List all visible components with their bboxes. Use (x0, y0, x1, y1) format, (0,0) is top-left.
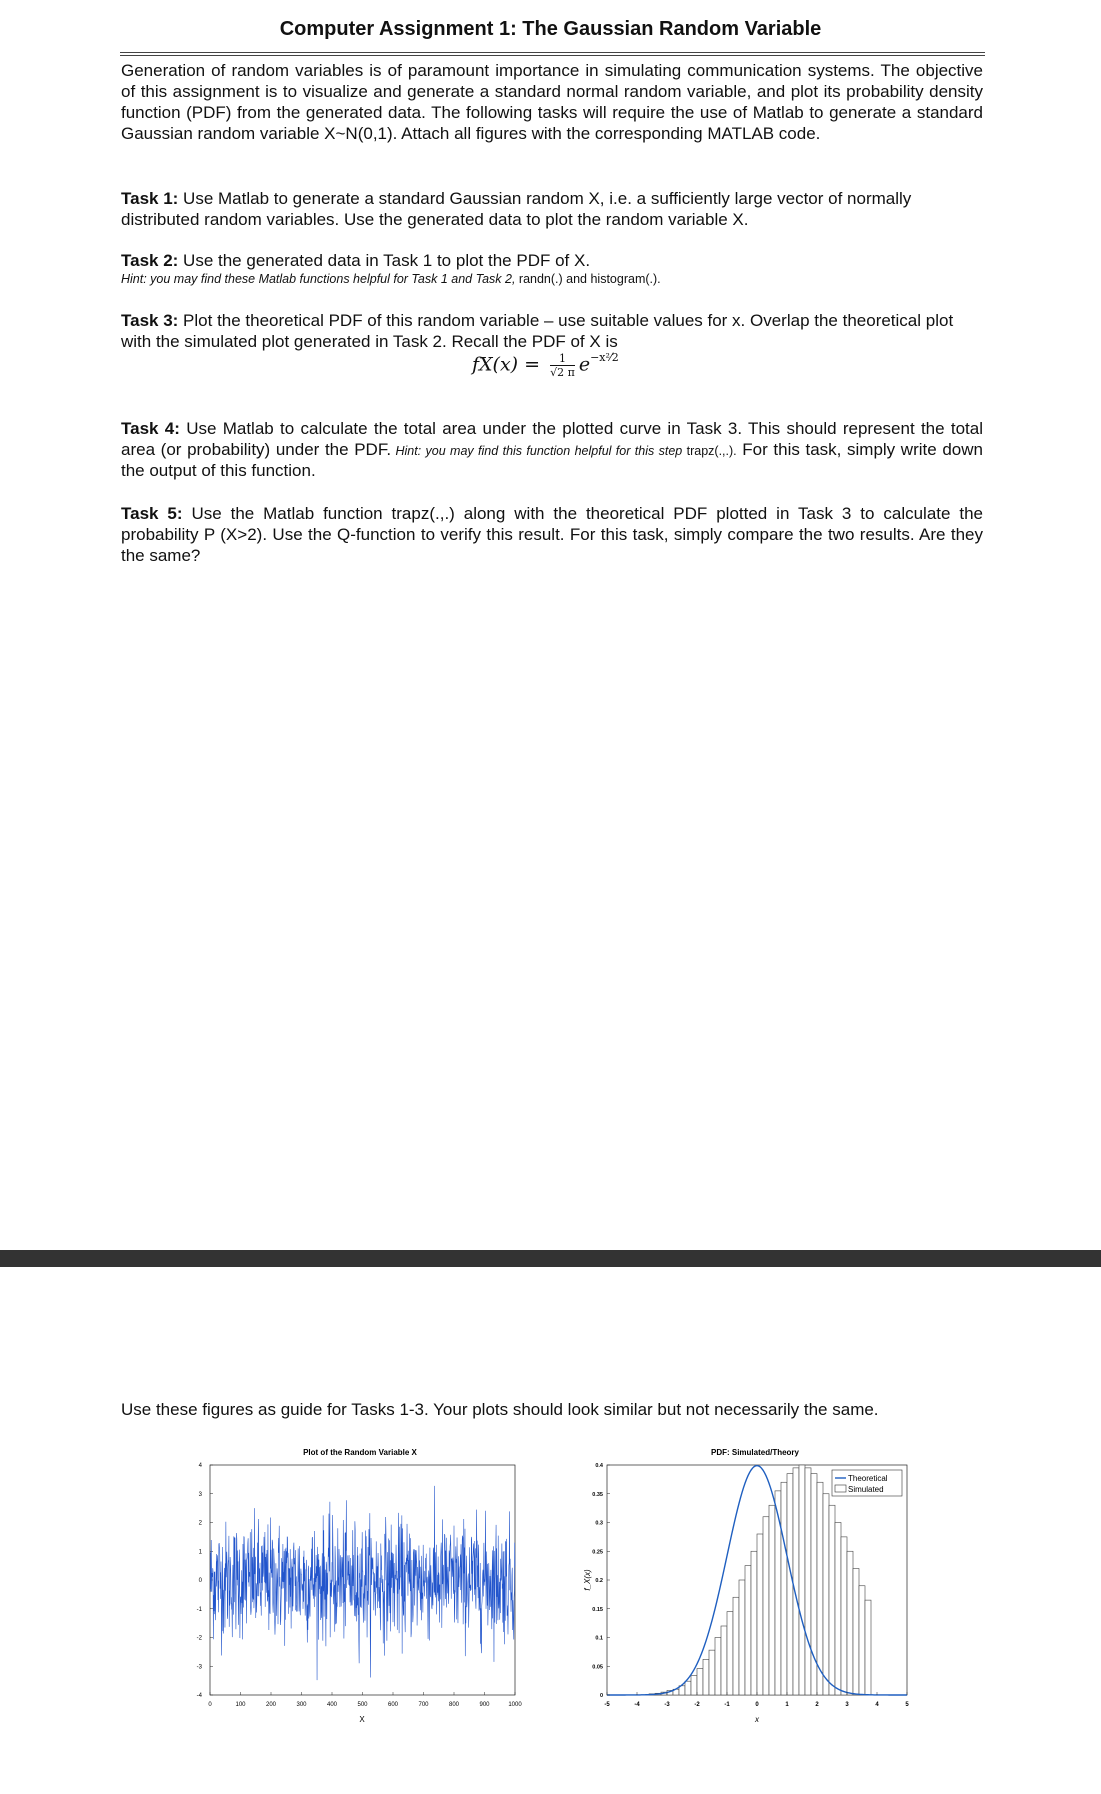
chart-legend (832, 1470, 902, 1496)
histogram-bar (721, 1626, 727, 1695)
x-tick-label: 100 (235, 1702, 246, 1708)
histogram-bar (865, 1600, 871, 1695)
histogram-bar (697, 1669, 703, 1695)
task-hint: Hint: you may find these Matlab functions helpful for Task 1 and Task 2, randn(.) and histogram(.). (121, 272, 661, 286)
histogram-bar (715, 1638, 721, 1696)
y-tick-label: 2 (198, 1520, 202, 1527)
x-tick-label: 3 (845, 1702, 849, 1708)
x-tick-label: 2 (815, 1702, 819, 1708)
chart-title: PDF: Simulated/Theory (710, 1448, 800, 1457)
y-tick-label: 0.35 (592, 1491, 603, 1498)
histogram-bar (739, 1580, 745, 1695)
x-tick-label: -2 (694, 1702, 700, 1708)
x-tick-label: -3 (664, 1702, 670, 1708)
task-label: Task 1: (121, 189, 179, 208)
title-rule-double (120, 55, 985, 56)
y-tick-label: 0.15 (592, 1606, 603, 1613)
y-tick-label: 1 (198, 1549, 202, 1556)
y-tick-label: -1 (196, 1606, 202, 1613)
histogram-bar (727, 1612, 733, 1695)
task-4: Task 4: Use Matlab to calculate the total area under the plotted curve in Task 3. This should represent the total area (or probability) under the PDF. Hint: you may find this function helpful for this step trapz(.,.). For this task, simply write down the output of this function. (121, 419, 984, 480)
task-3 (121, 310, 983, 352)
histogram-bar (841, 1537, 847, 1695)
histogram-bar (781, 1482, 787, 1695)
x-tick-label: 200 (265, 1702, 277, 1708)
task-text: Use the Matlab function trapz(.,.) along with the theoretical PDF plotted in Task 3 to calculate the probability P (X>2). Use the Q-function to verify this result. For this task, simply compare the two results. Are they the same? (121, 504, 984, 565)
legend-simulated: Simulated (848, 1485, 884, 1494)
task-2 (121, 250, 983, 287)
x-tick-label: 300 (296, 1702, 307, 1708)
assignment-title: Computer Assignment 1: The Gaussian Random Variable (279, 18, 822, 40)
y-tick-label: 0.2 (595, 1578, 603, 1584)
y-tick-label: 0.05 (592, 1664, 603, 1671)
histogram-bar (751, 1551, 757, 1695)
x-tick-label: 4 (875, 1702, 879, 1708)
histogram-bar (763, 1517, 769, 1695)
x-tick-label: -5 (604, 1702, 610, 1708)
x-tick-label: 0 (208, 1702, 212, 1708)
task-label: Task 5: (121, 504, 183, 523)
chart-xlabel: X (359, 1715, 365, 1724)
chart-title: Plot of the Random Variable X (303, 1448, 417, 1457)
task-label: Task 4: (121, 419, 180, 438)
y-tick-label: -2 (196, 1635, 202, 1642)
histogram-bar (691, 1675, 697, 1695)
histogram-bar (817, 1482, 823, 1695)
x-tick-label: 400 (326, 1702, 338, 1708)
task-1 (121, 188, 983, 230)
x-tick-label: 500 (357, 1702, 368, 1708)
histogram-bar (823, 1494, 829, 1695)
y-tick-label: 0 (599, 1693, 603, 1699)
x-tick-label: 600 (387, 1702, 399, 1708)
y-tick-label: 0.1 (595, 1635, 603, 1642)
histogram-bar (859, 1586, 865, 1695)
histogram-bar (757, 1534, 763, 1695)
chart-ylabel: f_X(x) (583, 1569, 592, 1591)
histogram-bar (685, 1681, 691, 1695)
x-tick-label: 800 (448, 1702, 460, 1708)
title-rule (120, 52, 985, 53)
y-tick-label: 0.3 (595, 1520, 603, 1527)
histogram-bar (805, 1468, 811, 1695)
x-tick-label: 0 (755, 1702, 759, 1708)
histogram-bar (853, 1569, 859, 1696)
histogram-bar (835, 1523, 841, 1696)
task-5 (121, 503, 983, 566)
task-text: Use Matlab to generate a standard Gaussian random X, i.e. a sufficiently large vector of normally distributed random variables. Use the generated data to plot the random variable X. (121, 189, 912, 229)
x-tick-label: 1000 (508, 1702, 522, 1708)
histogram-bar (787, 1474, 793, 1695)
y-tick-label: 0.25 (592, 1549, 603, 1556)
x-tick-label: -4 (634, 1702, 640, 1708)
pdf-chart (580, 1445, 920, 1735)
histogram-bar (769, 1505, 775, 1695)
page-divider (0, 1250, 1101, 1267)
guide-text: Use these figures as guide for Tasks 1-3. Your plots should look similar but not necessarily the same. (121, 1400, 879, 1419)
y-tick-label: -4 (196, 1693, 202, 1699)
x-tick-label: 700 (418, 1702, 429, 1708)
histogram-bar (745, 1566, 751, 1695)
histogram-bar (799, 1465, 805, 1695)
histogram-bar (703, 1659, 709, 1695)
legend-theoretical: Theoretical (848, 1474, 888, 1483)
y-tick-label: 0 (198, 1578, 202, 1584)
task-label: Task 2: (121, 251, 179, 270)
task-text: Plot the theoretical PDF of this random variable – use suitable values for x. Overlap the theoretical plot with the simulated plot generated in Task 2. Recall the PDF of X is (121, 311, 954, 351)
y-tick-label: 4 (198, 1463, 202, 1469)
task-text: Use the generated data in Task 1 to plot the PDF of X. (178, 251, 591, 270)
task-label: Task 3: (121, 311, 179, 330)
random-variable-series (210, 1486, 515, 1680)
histogram-bar (847, 1551, 853, 1695)
histogram-bar (829, 1505, 835, 1695)
x-tick-label: 900 (479, 1702, 490, 1708)
pdf-formula: fX(x) = $\frac{1}{√2 \pi}$ $e^{-x^2⁄2}$ (472, 350, 619, 379)
histogram-bar (793, 1468, 799, 1695)
x-tick-label: 1 (785, 1702, 789, 1708)
histogram-bar (733, 1597, 739, 1695)
x-tick-label: -1 (724, 1702, 730, 1708)
y-tick-label: 3 (198, 1491, 202, 1498)
histogram-bar (709, 1650, 715, 1695)
random-variable-chart (180, 1445, 540, 1735)
x-tick-label: 5 (905, 1702, 909, 1708)
y-tick-label: -3 (196, 1664, 202, 1671)
chart-xlabel: x (755, 1715, 759, 1724)
intro-paragraph: Generation of random variables is of paramount importance in simulating communication systems. The objective of this assignment is to visualize and generate a standard normal random variable, and plot its probability density function (PDF) from the generated data. The following tasks will require the use of Matlab to generate a standard Gaussian random variable X~N(0,1). Attach all figures with the corresponding MATLAB code. (121, 61, 983, 143)
y-tick-label: 0.4 (595, 1463, 603, 1469)
